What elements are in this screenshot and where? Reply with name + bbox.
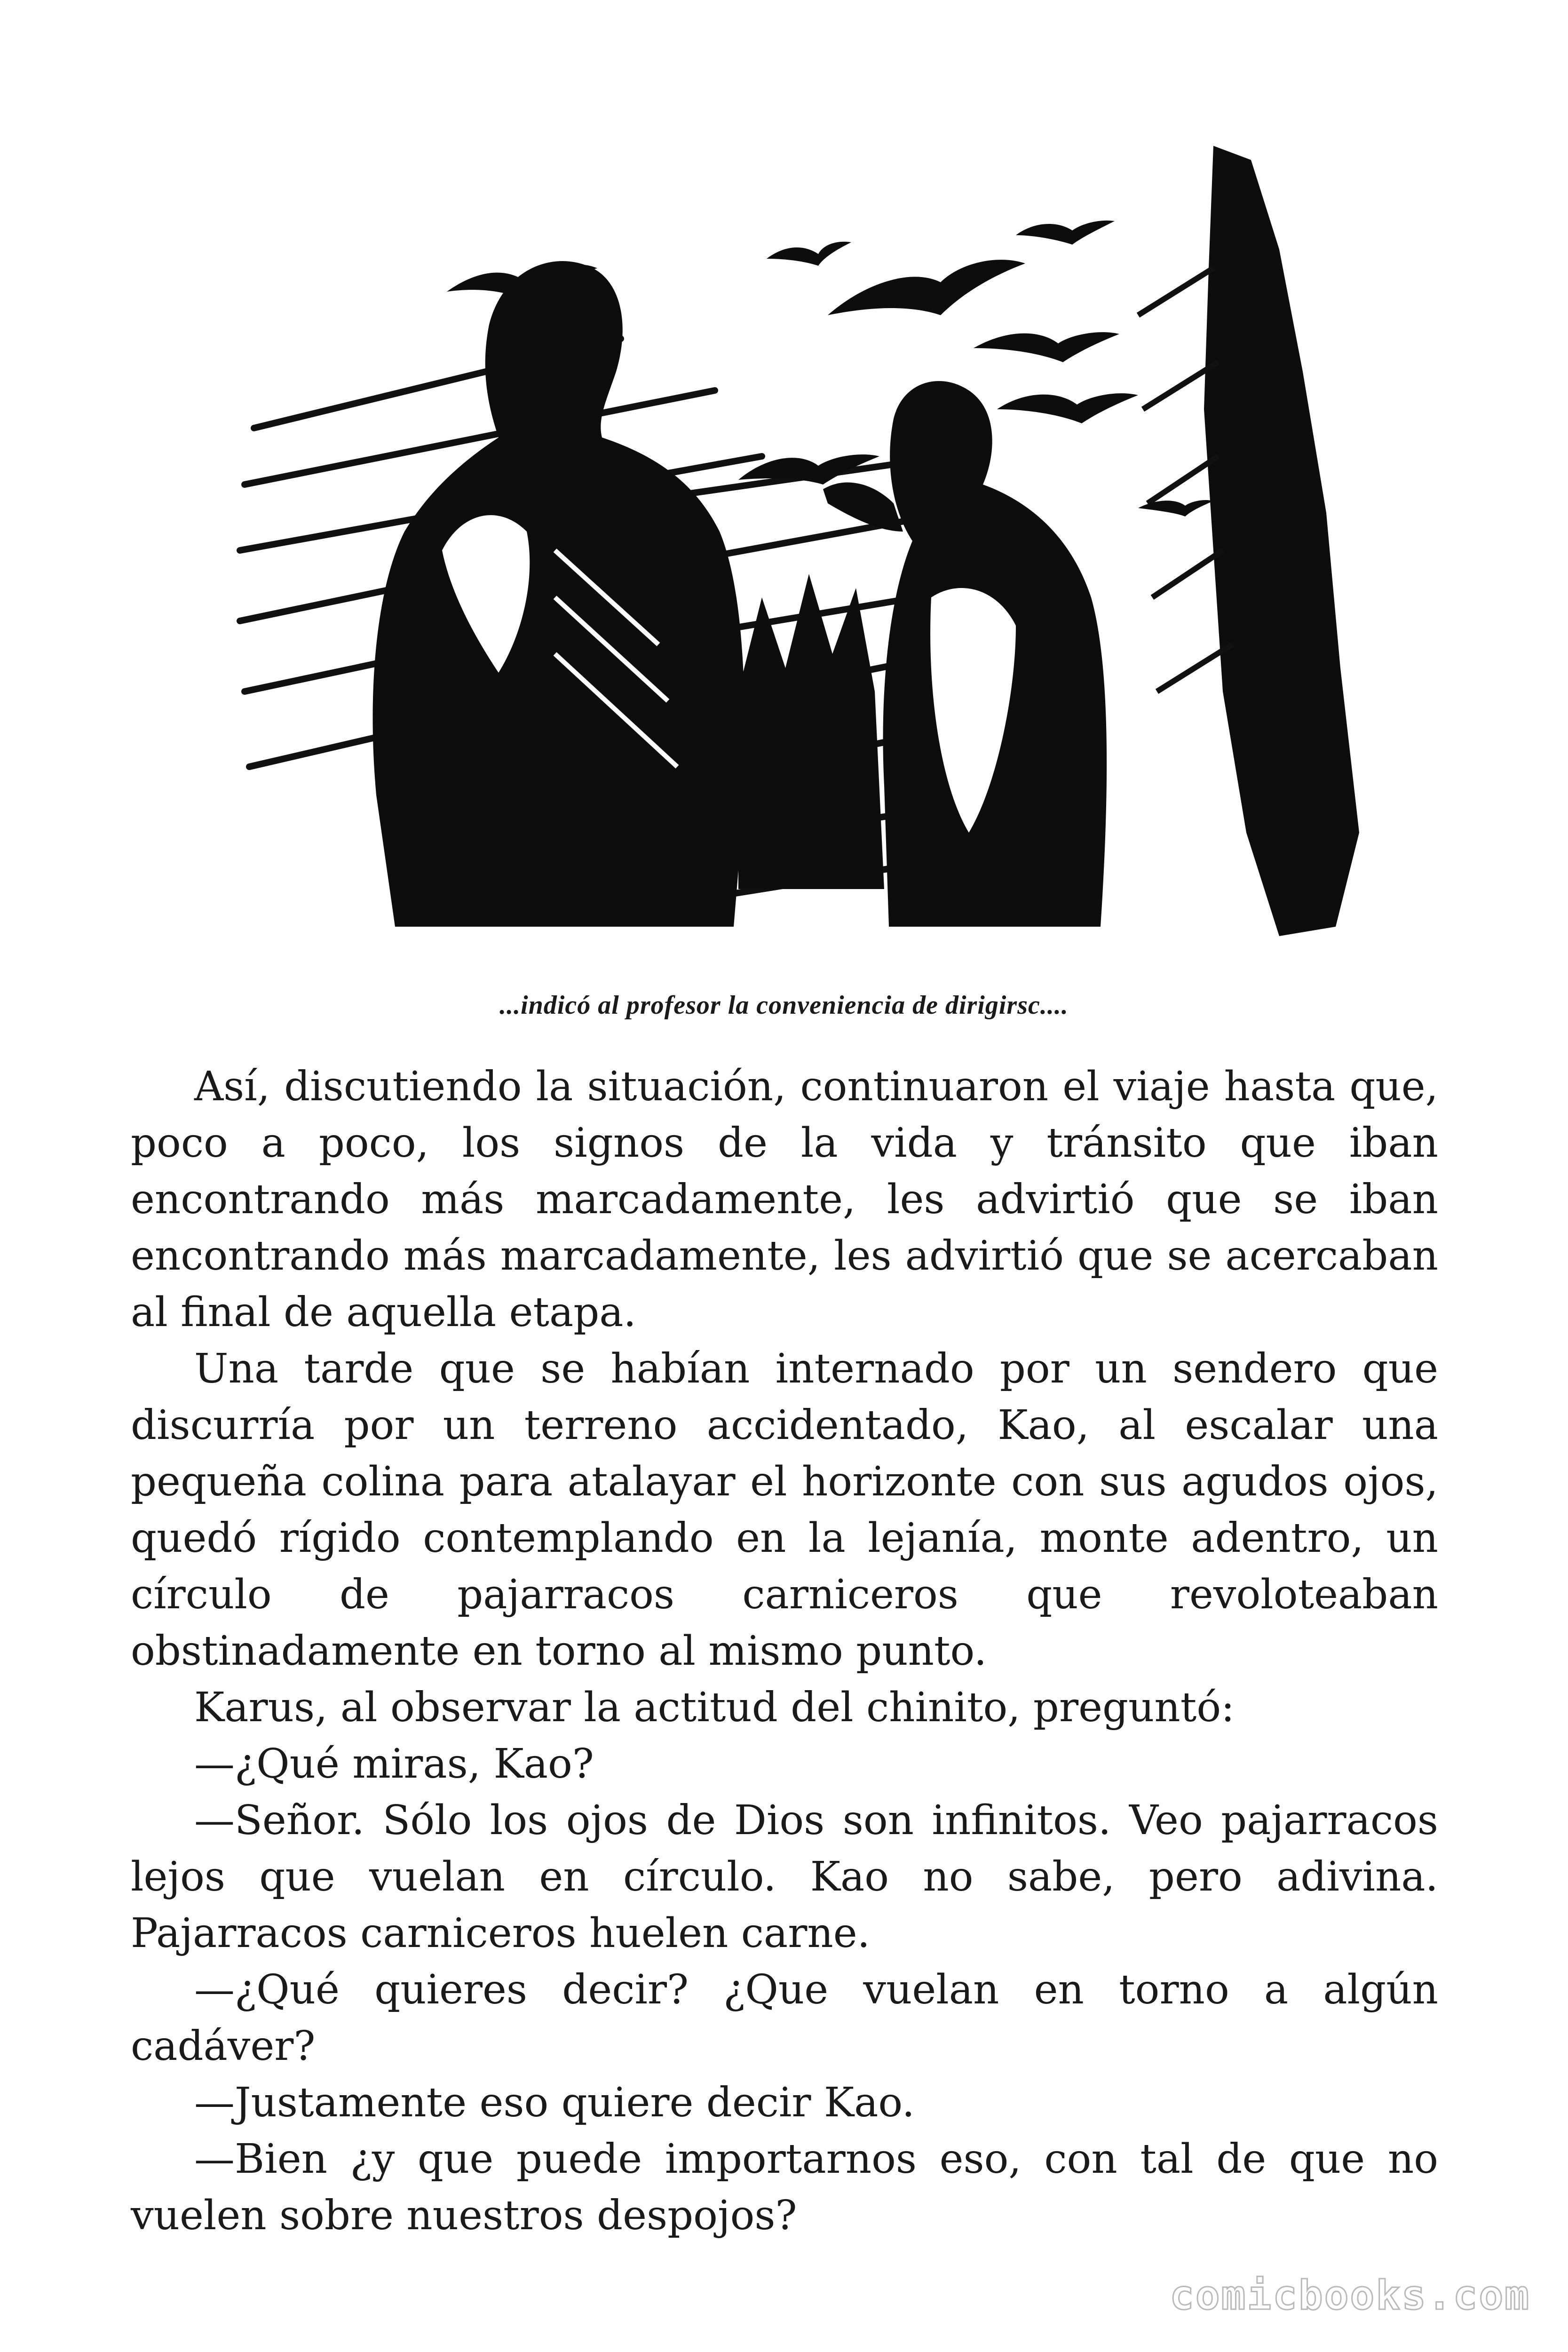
bush-silhouette — [738, 574, 884, 889]
illustration — [198, 127, 1383, 955]
illustration-caption: ...indicó al profesor la conveniencia de dirigirsc.... — [499, 991, 1069, 1020]
body-text — [131, 1058, 1438, 2244]
paragraph: —Señor. Sólo los ojos de Dios son infinitos. Veo pajarracos lejos que vuelan en círculo. Kao no sabe, pero adivina. Pajarracos carniceros huelen carne. — [131, 1797, 1438, 1957]
man-figure — [373, 261, 745, 927]
paragraph: Karus, al observar la actitud del chinito, preguntó: — [194, 1684, 1235, 1731]
woman-arm — [823, 483, 903, 532]
paragraph: —Justamente eso quiere decir Kao. — [194, 2079, 915, 2126]
tree-silhouette — [1204, 146, 1359, 936]
watermark: comicbooks.com — [1170, 2272, 1530, 2319]
paragraph: —¿Qué miras, Kao? — [194, 1740, 594, 1788]
paragraph: —Bien ¿y que puede importarnos eso, con tal de que no vuelen sobre nuestros despojos? — [131, 2136, 1438, 2239]
paragraph: —¿Qué quieres decir? ¿Que vuelan en torno a algún cadáver? — [131, 1966, 1438, 2070]
paragraph: Una tarde que se habían internado por un sendero que discurría por un terreno accidentado, Kao, al escalar una pequeña colina para atalayar el horizonte con sus agudos ojos, quedó rígido contemplando en la lejanía, monte adentro, un círculo de pajarracos carniceros que revoloteaban obstinadamente en torno al mismo punto. — [131, 1345, 1438, 1675]
paragraph: Así, discutiendo la situación, continuaron el viaje hasta que, poco a poco, los signos de la vida y tránsito que iban encontrando más marcadamente, les advirtió que se iban encontrando más marcadamente, les advirtió que se acercaban al final de aquella etapa. — [131, 1063, 1438, 1336]
